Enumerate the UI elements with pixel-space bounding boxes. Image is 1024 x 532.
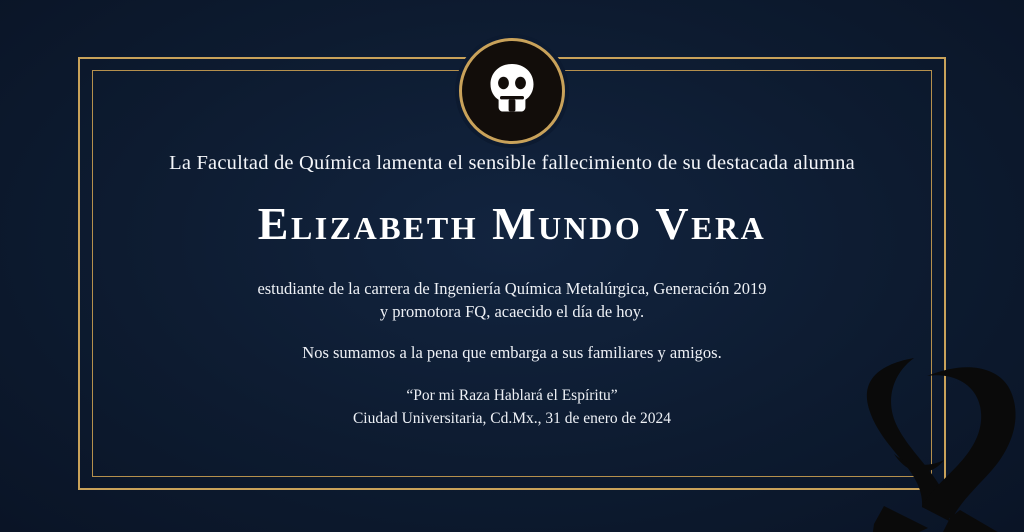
place-date-text: Ciudad Universitaria, Cd.Mx., 31 de enero de 2024 bbox=[352, 409, 672, 427]
detail-line-2: y promotora FQ, acaecido el día de hoy. bbox=[379, 302, 645, 322]
lede-text: La Facultad de Química lamenta el sensible fallecimiento de su destacada alumna bbox=[169, 152, 855, 174]
motto-text: “Por mi Raza Hablará el Espíritu” bbox=[406, 387, 618, 405]
detail-text bbox=[120, 277, 904, 324]
condolence-text: Nos sumamos a la pena que embarga a sus familiares y amigos. bbox=[302, 343, 722, 363]
motto-block bbox=[120, 385, 904, 430]
fq-skull-emblem-icon bbox=[459, 38, 565, 144]
memorial-text-block bbox=[0, 150, 1024, 446]
detail-line-1: estudiante de la carrera de Ingeniería Química Metalúrgica, Generación 2019 bbox=[257, 278, 767, 298]
deceased-name: Elizabeth Mundo Vera bbox=[257, 197, 767, 249]
